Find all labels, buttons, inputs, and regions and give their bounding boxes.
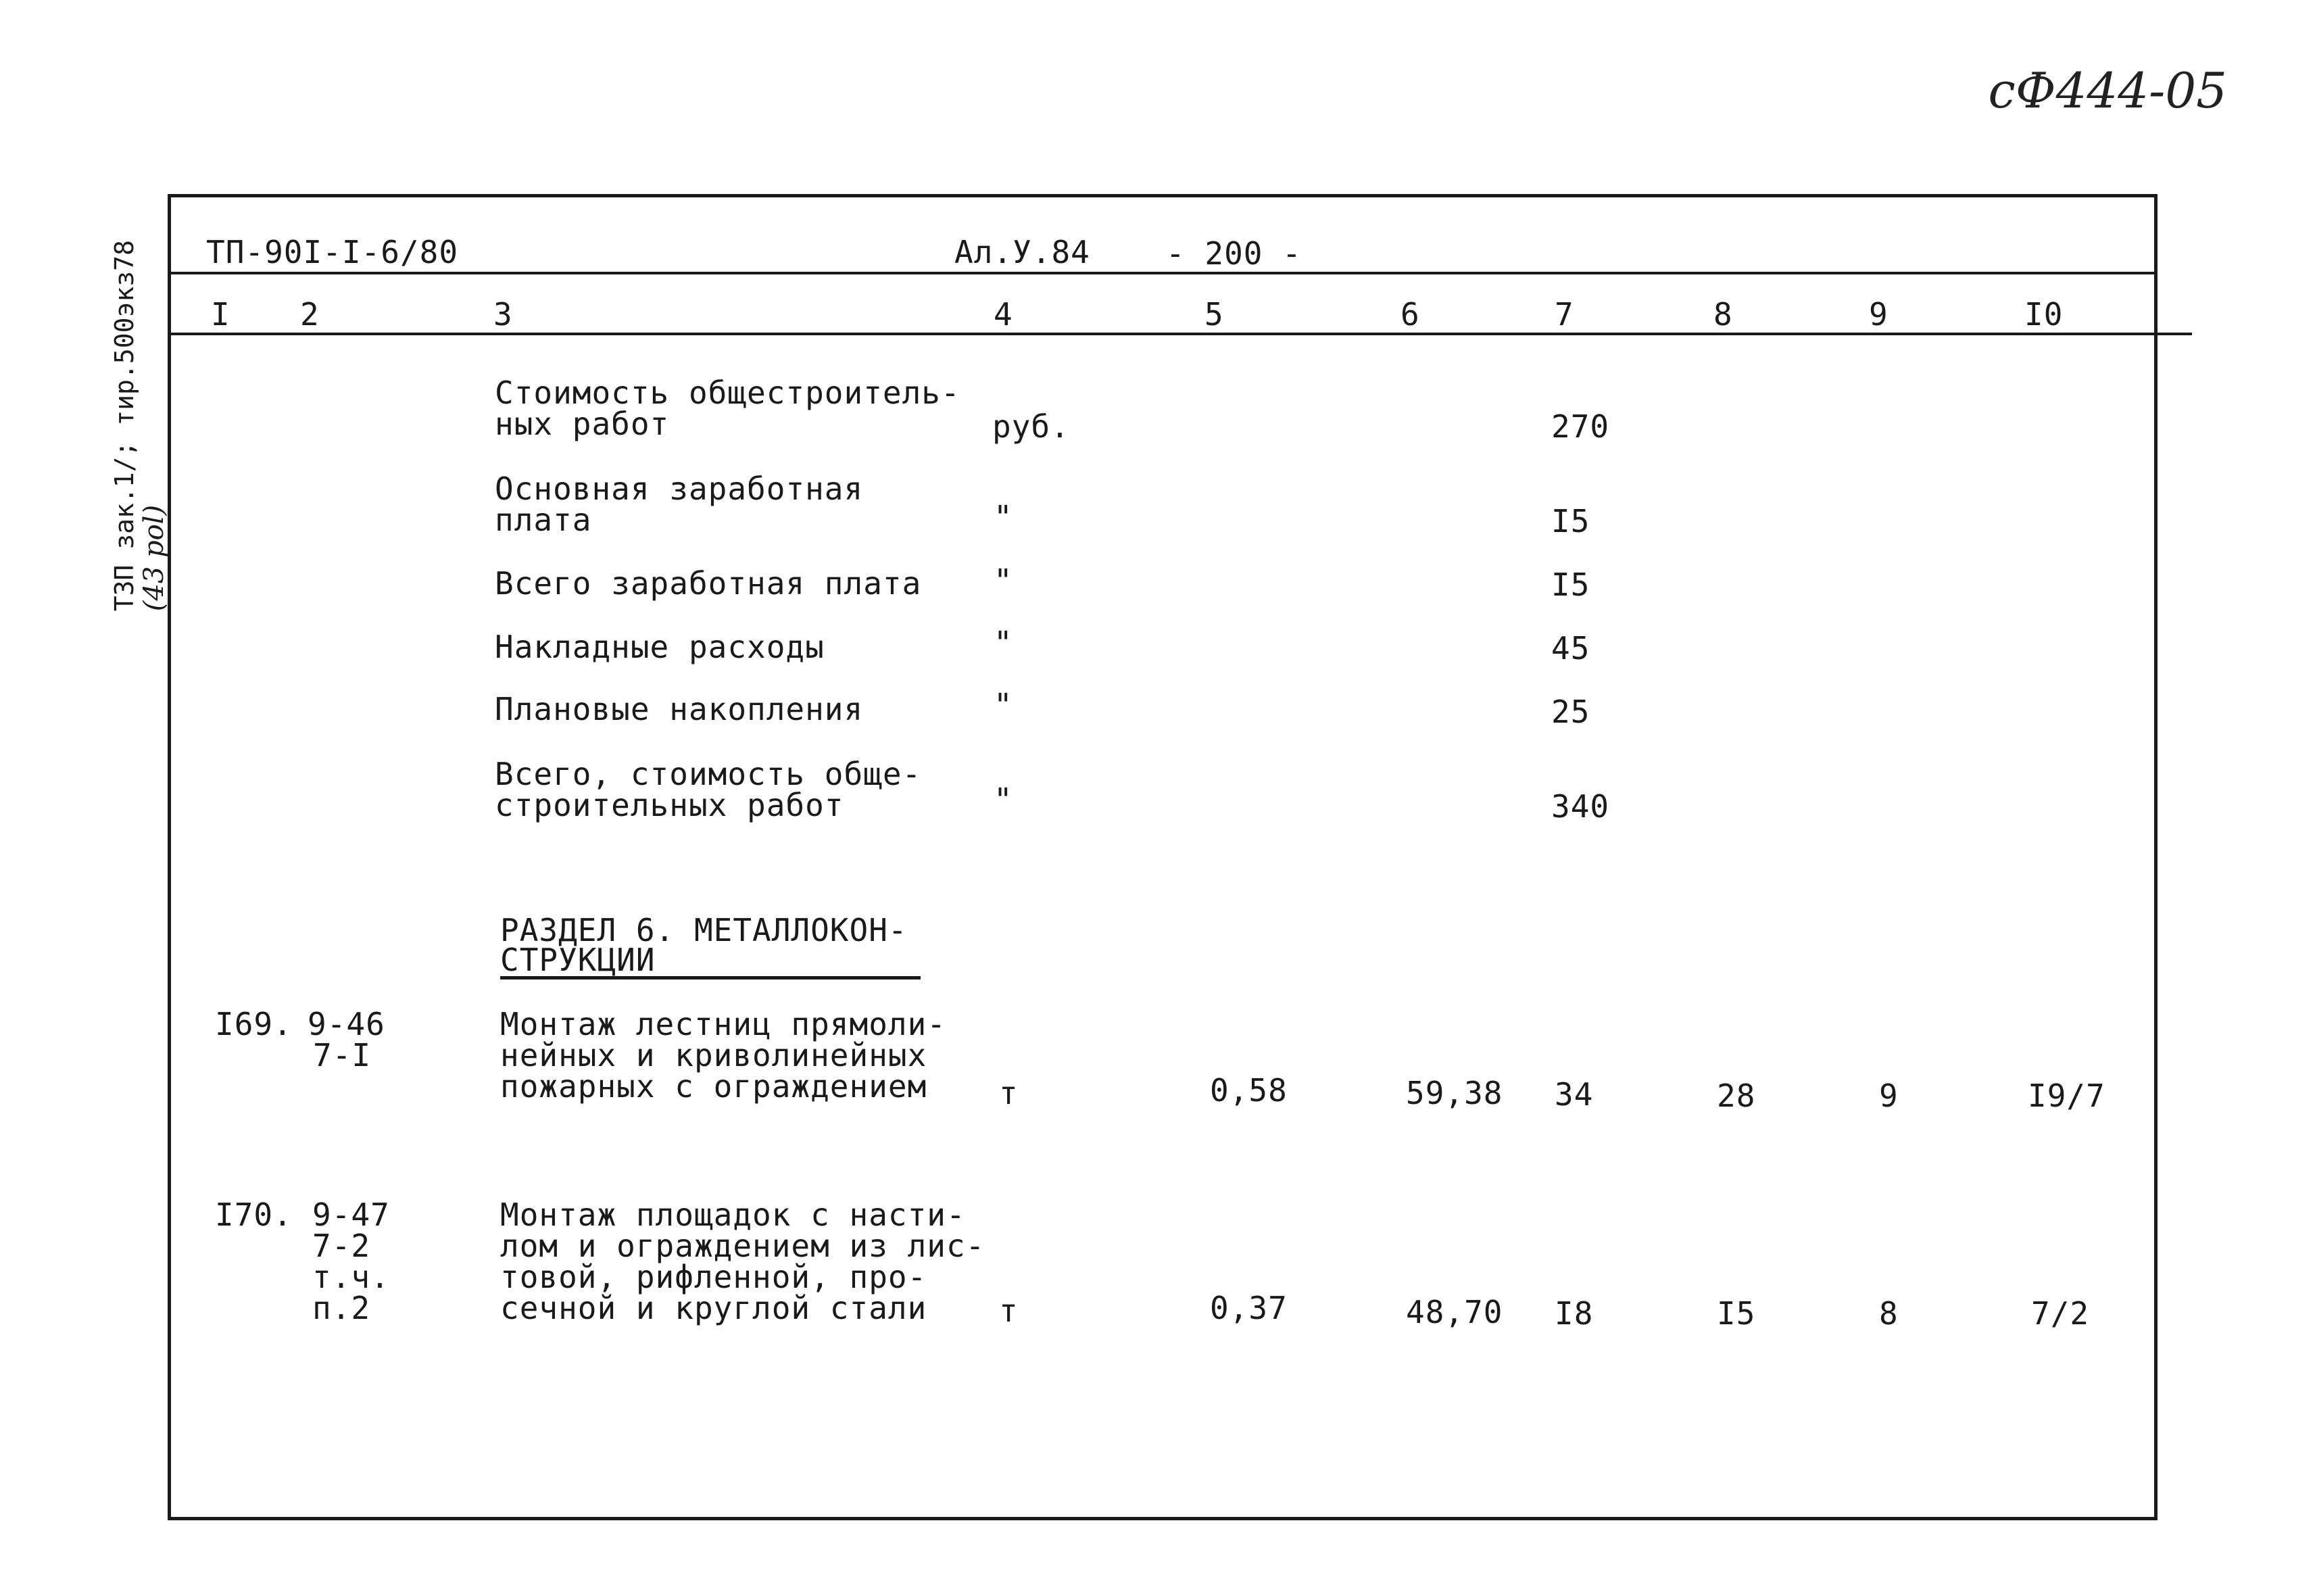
page-number: - 200 - [1166, 235, 1302, 272]
item-unit: т [999, 1075, 1019, 1111]
summary-label: Накладные расходы [495, 629, 825, 665]
summary-value: I5 [1551, 503, 1590, 539]
item-col10: I9/7 [2028, 1078, 2105, 1114]
album-number: Ал.У.84 [954, 234, 1090, 270]
item-col9: 8 [1879, 1295, 1899, 1332]
item-col7: I8 [1555, 1295, 1594, 1332]
summary-unit: " [994, 687, 1013, 723]
summary-label: Всего заработная плата [495, 565, 922, 602]
summary-label: Стоимость общестроитель- ных работ [495, 374, 960, 442]
summary-label: Всего, стоимость обще- строительных работ [495, 756, 922, 823]
margin-stamp-printed: ТЗП зак.1/; тир.500экз78 [109, 240, 139, 612]
item-col10: 7/2 [2031, 1295, 2090, 1332]
summary-value: 340 [1551, 788, 1610, 825]
item-col6: 48,70 [1406, 1294, 1503, 1330]
summary-label: Основная заработная плата [495, 470, 864, 538]
item-col5: 0,58 [1210, 1072, 1288, 1109]
item-col8: I5 [1717, 1295, 1756, 1332]
document-frame [168, 194, 2158, 1520]
column-number-4: 4 [994, 296, 1013, 333]
summary-value: 25 [1551, 694, 1590, 730]
summary-unit: " [994, 562, 1013, 599]
column-number-6: 6 [1400, 296, 1420, 333]
header-rule [171, 272, 2154, 274]
summary-unit: " [994, 499, 1013, 535]
item-col8: 28 [1717, 1078, 1756, 1114]
margin-stamp [80, 210, 170, 642]
item-col5: 0,37 [1210, 1290, 1288, 1326]
summary-unit: " [994, 625, 1013, 661]
summary-unit: руб. [992, 408, 1070, 445]
column-number-10: I0 [2024, 296, 2064, 333]
column-number-3: 3 [493, 296, 513, 333]
summary-value: 270 [1551, 408, 1610, 445]
section-title: РАЗДЕЛ 6. МЕТАЛЛОКОН- СТРУКЦИИ [500, 915, 921, 980]
item-unit: т [999, 1292, 1019, 1329]
item-col7: 34 [1555, 1076, 1594, 1113]
item-col6: 59,38 [1406, 1075, 1503, 1111]
item-description: Монтаж лестниц прямоли- нейных и криволинейных пожарных с ограждением [500, 1006, 946, 1105]
item-code: 9-47 7-2 т.ч. п.2 [312, 1196, 390, 1326]
column-number-7: 7 [1555, 296, 1574, 333]
summary-unit: " [994, 781, 1013, 818]
column-number-5: 5 [1204, 296, 1224, 333]
column-number-1: I [211, 296, 230, 333]
summary-label: Плановые накопления [495, 691, 864, 727]
item-number: I70. [215, 1196, 293, 1233]
item-number: I69. [215, 1006, 293, 1042]
archive-code: сФ444-05 [1988, 62, 2227, 119]
column-number-2: 2 [300, 296, 320, 333]
doc-code: ТП-90I-I-6/80 [206, 234, 459, 270]
item-col9: 9 [1879, 1078, 1899, 1114]
item-code: 9-46 7-I [308, 1006, 385, 1073]
column-header-rule [171, 333, 2192, 335]
margin-stamp-handwritten: (43 pol) [139, 504, 170, 612]
column-number-8: 8 [1713, 296, 1733, 333]
column-number-9: 9 [1869, 296, 1888, 333]
summary-value: 45 [1551, 630, 1590, 667]
summary-value: I5 [1551, 566, 1590, 603]
item-description: Монтаж площадок с насти- лом и ограждением из лис- товой, рифленной, про- сечной и круглой стали [500, 1196, 985, 1326]
